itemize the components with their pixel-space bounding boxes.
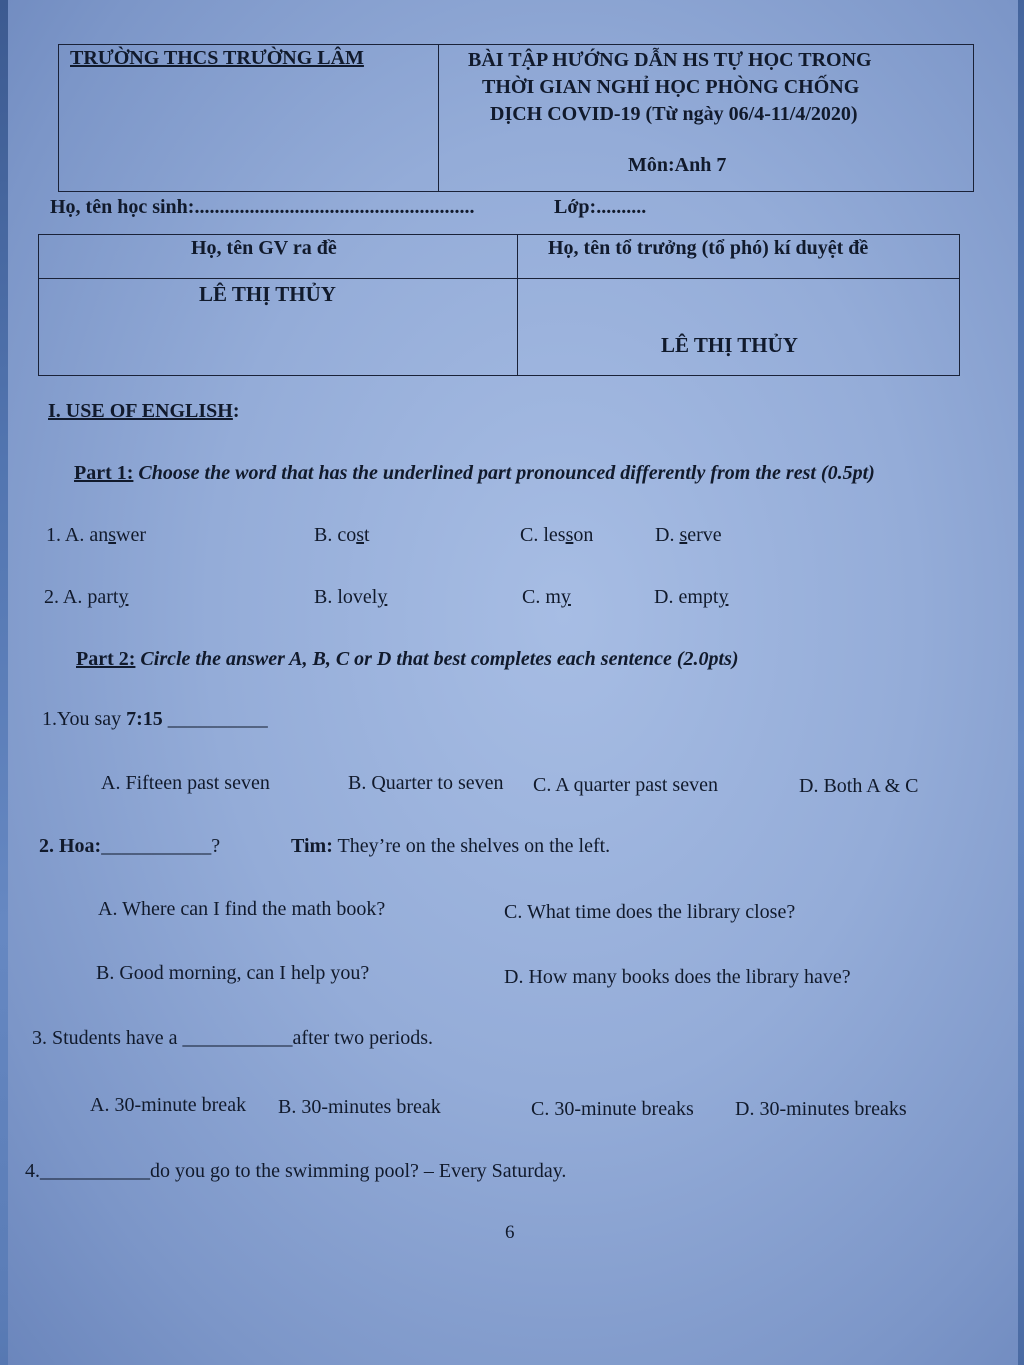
part1-instruction bbox=[74, 462, 875, 485]
part2-q3-option-c: C. 30-minute breaks bbox=[531, 1098, 694, 1120]
answer-blank: ___________ bbox=[40, 1160, 150, 1182]
part2-q2-reply: Tim: They’re on the shelves on the left. bbox=[291, 835, 611, 857]
time-value: 7:15 bbox=[126, 708, 163, 730]
part2-text: Circle the answer A, B, C or D that best completes each sentence (2.0pts) bbox=[140, 648, 739, 670]
speaker-tim: Tim: bbox=[291, 835, 333, 857]
worksheet-title-line2: THỜI GIAN NGHỈ HỌC PHÒNG CHỐNG bbox=[482, 76, 860, 98]
teacher-table-divider bbox=[517, 234, 518, 376]
part2-q2-option-d: D. How many books does the library have? bbox=[504, 966, 851, 988]
worksheet-title-line3: DỊCH COVID-19 (Từ ngày 06/4-11/4/2020) bbox=[490, 103, 858, 125]
student-name-field: Họ, tên học sinh:........................................................ bbox=[50, 196, 475, 218]
part1-q2-option-d: D. empty bbox=[654, 586, 729, 608]
part1-q1-option-b: B. cost bbox=[314, 524, 370, 546]
part2-q1-option-a: A. Fifteen past seven bbox=[101, 772, 270, 794]
approver-name: LÊ THỊ THỦY bbox=[661, 333, 798, 357]
part2-q1-option-d: D. Both A & C bbox=[799, 775, 919, 797]
section-title bbox=[48, 400, 240, 423]
part2-q1-option-b: B. Quarter to seven bbox=[348, 772, 504, 794]
part2-q2-option-c: C. What time does the library close? bbox=[504, 901, 796, 923]
answer-blank: __________ bbox=[167, 708, 268, 730]
part2-q2-option-a: A. Where can I find the math book? bbox=[98, 898, 386, 920]
answer-blank: ___________ bbox=[101, 835, 212, 857]
part2-q4: 4.___________do you go to the swimming pool? – Every Saturday. bbox=[25, 1160, 567, 1182]
page-number: 6 bbox=[505, 1222, 515, 1243]
approver-header: Họ, tên tổ trưởng (tổ phó) kí duyệt đề bbox=[548, 237, 869, 259]
section-title-colon: : bbox=[232, 400, 240, 422]
header-divider bbox=[438, 44, 439, 192]
teacher-header: Họ, tên GV ra đề bbox=[191, 237, 337, 259]
question-number: 2. bbox=[44, 586, 59, 608]
teacher-table-row-line bbox=[38, 278, 960, 279]
part2-q3-stem: 3. Students have a ___________after two periods. bbox=[32, 1027, 434, 1049]
question-number: 1. bbox=[46, 524, 61, 546]
part2-q3-option-b: B. 30-minutes break bbox=[278, 1096, 441, 1118]
part1-q2: 2. A. party bbox=[44, 586, 129, 608]
part2-instruction bbox=[76, 648, 739, 671]
part1-q1-option-d: D. serve bbox=[655, 524, 722, 546]
part1-text: Choose the word that has the underlined part pronounced differently from the rest (0.5pt) bbox=[138, 462, 875, 484]
worksheet-page bbox=[8, 0, 1018, 1365]
school-name: TRƯỜNG THCS TRƯỜNG LÂM bbox=[70, 47, 364, 69]
section-title-text: I. USE OF ENGLISH bbox=[48, 400, 233, 422]
part1-q2-option-c: C. my bbox=[522, 586, 571, 608]
part1-q1 bbox=[46, 524, 146, 547]
part2-q3-option-a: A. 30-minute break bbox=[90, 1094, 247, 1116]
part2-q1-stem: 1.You say 7:15 __________ bbox=[42, 708, 268, 730]
part2-q3-option-d: D. 30-minutes breaks bbox=[735, 1098, 907, 1120]
option-word: answer bbox=[89, 524, 147, 546]
part1-q1-option-c: C. lesson bbox=[520, 524, 594, 546]
part1-q2-option-b: B. lovely bbox=[314, 586, 388, 608]
teacher-name: LÊ THỊ THỦY bbox=[199, 282, 336, 306]
worksheet-title-line1: BÀI TẬP HƯỚNG DẪN HS TỰ HỌC TRONG bbox=[468, 49, 872, 71]
part1-label: Part 1: bbox=[74, 462, 134, 484]
answer-blank: ___________ bbox=[182, 1027, 293, 1049]
speaker-hoa: 2. Hoa: bbox=[39, 835, 102, 857]
class-field: Lớp:.......... bbox=[554, 196, 647, 218]
question-number: 4. bbox=[25, 1160, 40, 1182]
part2-q1-option-c: C. A quarter past seven bbox=[533, 774, 718, 796]
subject-label: Môn:Anh 7 bbox=[628, 154, 727, 176]
part2-q2-stem: 2. Hoa:___________? bbox=[39, 835, 221, 857]
part2-q2-option-b: B. Good morning, can I help you? bbox=[96, 962, 370, 984]
part2-label: Part 2: bbox=[76, 648, 136, 670]
option-letter: A. bbox=[64, 524, 85, 546]
